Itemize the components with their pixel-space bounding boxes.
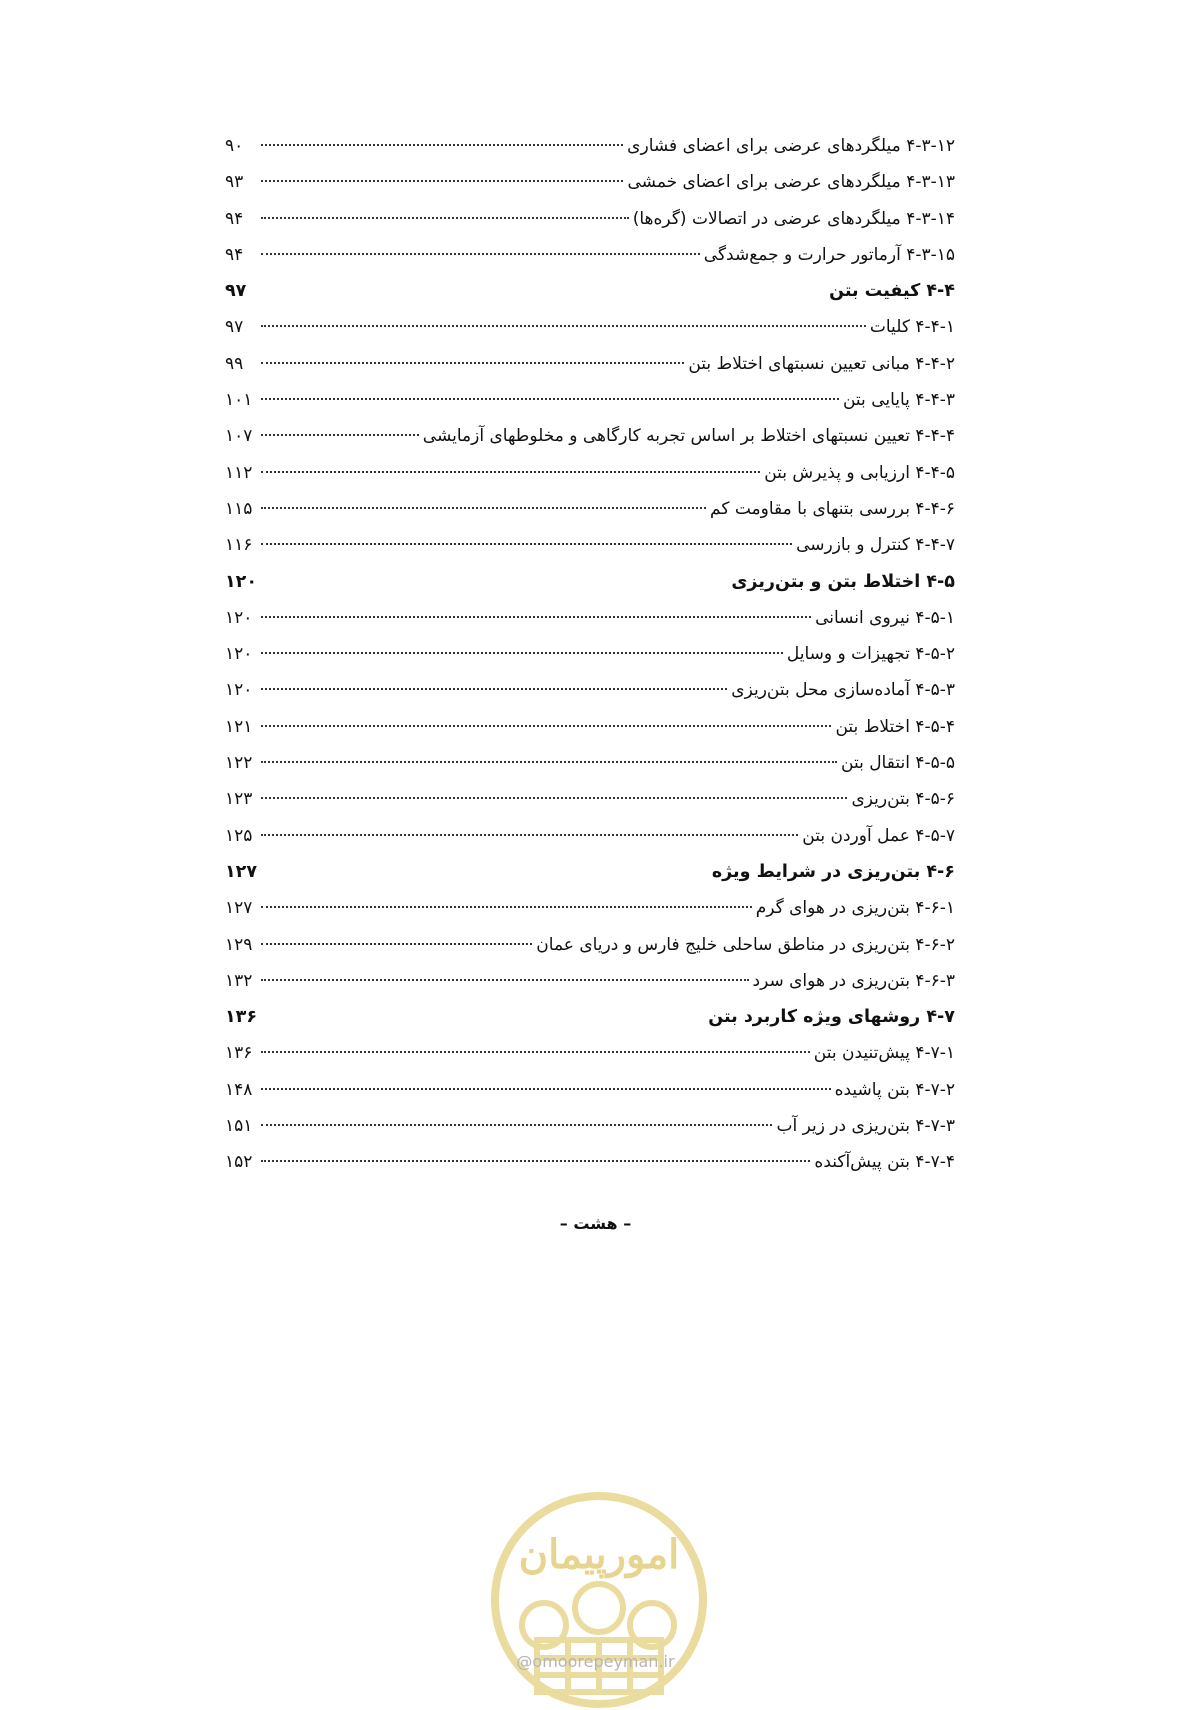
toc-title: ۴-۴-۷ کنترل و بازرسی: [796, 535, 955, 556]
toc-entry-row: [225, 1108, 955, 1144]
toc-entry-row: [225, 164, 955, 200]
toc-page-number: ۱۳۶: [225, 1007, 258, 1028]
toc-chapter-row: [225, 564, 955, 600]
dot-leader: [261, 325, 866, 327]
toc-page-number: ۹۰: [225, 136, 244, 156]
toc-entry-row: [225, 309, 955, 345]
toc-entry-row: [225, 201, 955, 237]
toc-title: ۴-۴-۵ ارزیابی و پذیرش بتن: [764, 462, 955, 483]
toc-page-number: ۱۲۰: [225, 680, 253, 701]
dot-leader: [261, 180, 623, 182]
toc-title: ۴-۵-۱ نیروی انسانی: [815, 607, 955, 628]
dot-leader: [261, 1051, 810, 1053]
toc-title: ۴-۶-۲ بتن‌ریزی در مناطق ساحلی خلیج فارس و دریای عمان: [536, 934, 955, 955]
toc-page-number: ۱۱۶: [225, 535, 253, 556]
toc-title: ۴-۳-۱۲ میلگردهای عرضی برای اعضای فشاری: [627, 136, 955, 156]
toc-page-number: ۱۱۲: [225, 462, 253, 483]
toc-entry-row: [225, 672, 955, 708]
toc-title: ۴-۶-۳ بتن‌ریزی در هوای سرد: [752, 970, 955, 991]
toc-page-number: ۱۲۹: [225, 934, 253, 955]
toc-entry-row: [225, 128, 955, 164]
table-of-contents: [225, 128, 955, 1181]
toc-page-number: ۱۲۰: [225, 571, 258, 592]
toc-title: ۴-۷-۳ بتن‌ریزی در زیر آب: [776, 1116, 955, 1137]
toc-page-number: ۹۷: [225, 281, 247, 302]
dot-leader: [261, 834, 798, 836]
dot-leader: [261, 652, 783, 654]
dot-leader: [261, 1088, 831, 1090]
toc-entry-row: [225, 709, 955, 745]
toc-title: ۴-۷-۴ بتن پیش‌آکنده: [814, 1152, 955, 1173]
toc-entry-row: [225, 818, 955, 854]
toc-entry-row: [225, 963, 955, 999]
toc-entry-row: [225, 781, 955, 817]
toc-title: ۴-۴-۳ پایایی بتن: [842, 390, 955, 411]
toc-entry-row: [225, 600, 955, 636]
dot-leader: [261, 906, 752, 908]
toc-entry-row: [225, 890, 955, 926]
toc-title: ۴-۴-۲ مبانی تعیین نسبتهای اختلاط بتن: [688, 353, 955, 374]
dot-leader: [261, 253, 700, 255]
dot-leader: [261, 725, 831, 727]
dot-leader: [261, 797, 847, 799]
dot-leader: [261, 507, 706, 509]
toc-title: ۴-۶-۱ بتن‌ریزی در هوای گرم: [755, 898, 955, 919]
toc-page-number: ۱۲۷: [225, 861, 258, 882]
dot-leader: [261, 688, 727, 690]
toc-chapter-row: [225, 273, 955, 309]
toc-page-number: ۹۳: [225, 172, 244, 193]
toc-page-number: ۱۲۰: [225, 644, 253, 665]
toc-page-number: ۹۷: [225, 317, 244, 338]
toc-page-number: ۱۵۲: [225, 1152, 253, 1173]
toc-entry-row: [225, 491, 955, 527]
watermark-site: @omoorepeyman.ir: [516, 1652, 675, 1671]
dot-leader: [261, 362, 684, 364]
dot-leader: [261, 616, 811, 618]
toc-page-number: ۱۲۲: [225, 753, 253, 774]
toc-entry-row: [225, 527, 955, 563]
toc-title: ۴-۷ روشهای ویژه کاربرد بتن: [708, 1007, 955, 1028]
toc-title: ۴-۳-۱۴ میلگردهای عرضی در اتصالات (گره‌ها): [632, 208, 955, 229]
toc-title: ۴-۵-۷ عمل آوردن بتن: [802, 825, 955, 846]
toc-title: ۴-۴-۶ بررسی بتنهای با مقاومت کم: [710, 498, 955, 519]
toc-entry-row: [225, 1144, 955, 1180]
toc-entry-row: [225, 927, 955, 963]
toc-title: ۴-۵-۳ آماده‌سازی محل بتن‌ریزی: [731, 680, 955, 701]
toc-title: ۴-۶ بتن‌ریزی در شرایط ویژه: [711, 861, 955, 882]
toc-entry-row: [225, 346, 955, 382]
toc-title: ۴-۵-۵ انتقال بتن: [841, 753, 955, 774]
toc-title: ۴-۴-۴ تعیین نسبتهای اختلاط بر اساس تجربه کارگاهی و مخلوطهای آزمایشی: [422, 426, 955, 447]
toc-page-number: ۱۰۷: [225, 426, 253, 447]
dot-leader: [261, 398, 839, 400]
dot-leader: [261, 543, 792, 545]
toc-entry-row: [225, 455, 955, 491]
toc-page-number: ۹۴: [225, 244, 244, 265]
toc-title: ۴-۴ کیفیت بتن: [829, 281, 955, 302]
toc-page-number: ۱۴۸: [225, 1079, 253, 1100]
dot-leader: [261, 943, 532, 945]
watermark-seal: [489, 1490, 709, 1710]
toc-entry-row: [225, 382, 955, 418]
toc-page-number: ۱۲۰: [225, 607, 253, 628]
dot-leader: [261, 1160, 810, 1162]
toc-page-number: ۱۲۵: [225, 825, 253, 846]
dot-leader: [261, 979, 749, 981]
page-number: – هشت –: [559, 1214, 632, 1233]
toc-page-number: ۱۰۱: [225, 390, 253, 411]
toc-title: ۴-۵-۴ اختلاط بتن: [835, 716, 955, 737]
toc-title: ۴-۵ اختلاط بتن و بتن‌ریزی: [731, 571, 955, 592]
toc-title: ۴-۷-۲ بتن پاشیده: [834, 1079, 955, 1100]
toc-page-number: ۱۳۶: [225, 1043, 253, 1064]
toc-entry-row: [225, 636, 955, 672]
toc-entry-row: [225, 1072, 955, 1108]
toc-page-number: ۱۱۵: [225, 498, 253, 519]
toc-title: ۴-۳-۱۳ میلگردهای عرضی برای اعضای خمشی: [627, 172, 955, 193]
dot-leader: [261, 1124, 772, 1126]
toc-page-number: ۱۵۱: [225, 1116, 253, 1137]
toc-entry-row: [225, 1035, 955, 1071]
dot-leader: [261, 471, 760, 473]
dot-leader: [261, 144, 623, 146]
toc-page-number: ۱۲۷: [225, 898, 253, 919]
dot-leader: [261, 434, 419, 436]
dot-leader: [261, 217, 629, 219]
toc-entry-row: [225, 237, 955, 273]
toc-title: ۴-۴-۱ کلیات: [869, 317, 955, 338]
toc-title: ۴-۷-۱ پیش‌تنیدن بتن: [813, 1043, 955, 1064]
toc-title: ۴-۳-۱۵ آرماتور حرارت و جمع‌شدگی: [703, 244, 955, 265]
toc-page-number: ۱۲۳: [225, 789, 253, 810]
seal-text: امورپیمان: [518, 1531, 680, 1578]
toc-page-number: ۹۴: [225, 208, 244, 229]
toc-chapter-row: [225, 854, 955, 890]
toc-page-number: ۱۳۲: [225, 970, 253, 991]
toc-page-number: ۹۹: [225, 353, 244, 374]
toc-entry-row: [225, 745, 955, 781]
toc-title: ۴-۵-۶ بتن‌ریزی: [851, 789, 955, 810]
toc-chapter-row: [225, 999, 955, 1035]
toc-title: ۴-۵-۲ تجهیزات و وسایل: [786, 644, 955, 665]
dot-leader: [261, 761, 837, 763]
toc-entry-row: [225, 418, 955, 454]
toc-page-number: ۱۲۱: [225, 716, 253, 737]
